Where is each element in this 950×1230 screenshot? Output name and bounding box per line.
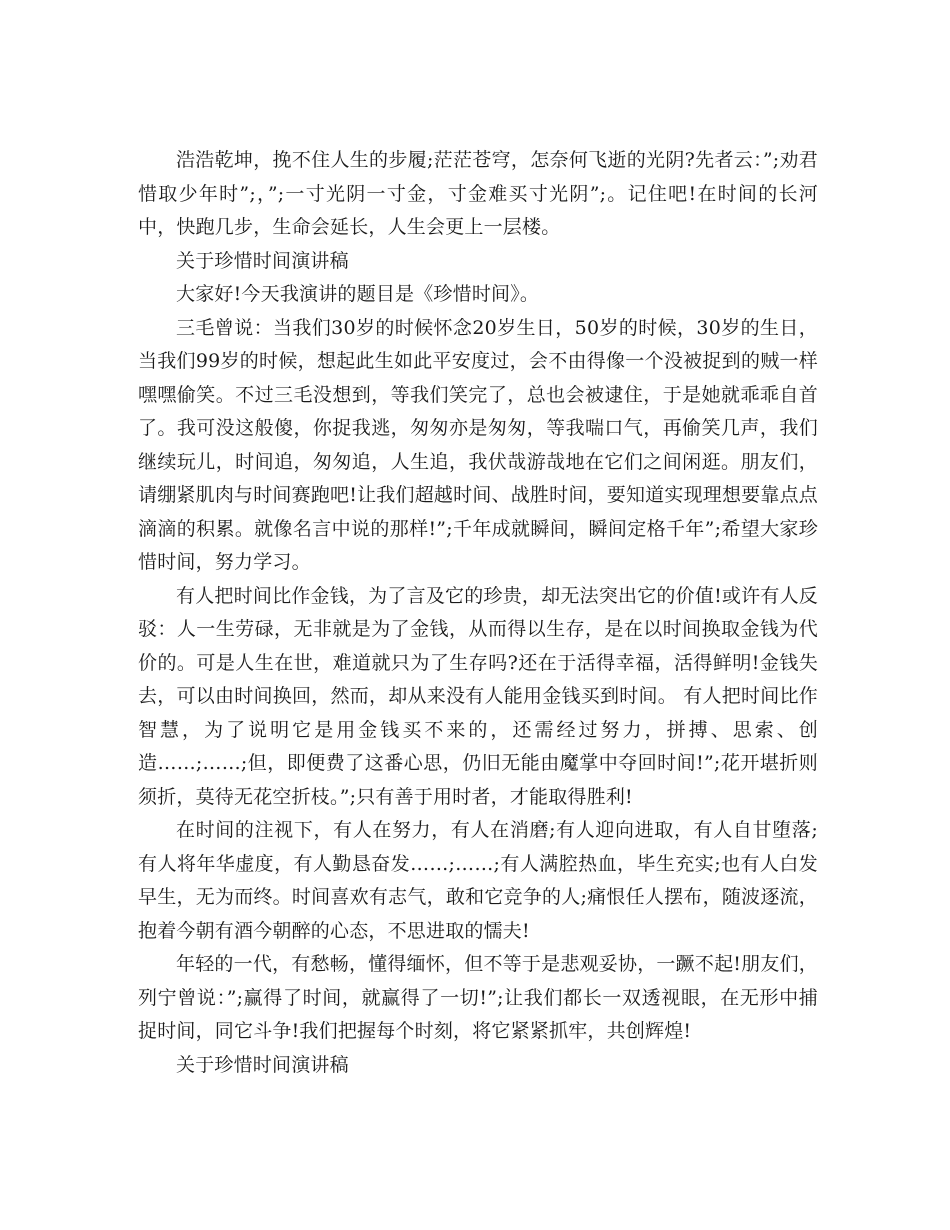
section-heading: 关于珍惜时间演讲稿: [176, 249, 349, 272]
paragraph-time-money: 有人把时间比作金钱，为了言及它的珍贵，却无法突出它的价值!或许有人反驳：人一生劳碌，无非就是为了金钱，从而得以生存，是在以时间换取金钱为代价的。可是人生在世，难道就只为了生存吗?还在于活得幸福，活得鲜明!金钱失去，可以由时间换回，然而，却从来没有人能用金钱买到时间。 有人把时间比作智慧，为了说明它是用金钱买不来的，还需经过努力，拼搏、思索、创造……;……;但，即便费了这番心思，仍旧无能由魔掌中夺回时间!”;花开堪折则须折，莫待无花空折枝。”;只有善于用时者，才能取得胜利!: [138, 584, 818, 808]
section-heading-2: 关于珍惜时间演讲稿: [176, 1053, 349, 1076]
paragraph-sanmao: 三毛曾说：当我们30岁的时候怀念20岁生日，50岁的时候，30岁的生日，当我们99岁的时候，想起此生如此平安度过，会不由得像一个没被捉到的贼一样嘿嘿偷笑。不过三毛没想到，等我们笑完了，总也会被逮住，于是她就乖乖自首了。我可没这般傻，你捉我逃，匆匆亦是匆匆，等我喘口气，再偷笑几声，我们继续玩儿，时间追，匆匆追，人生追，我伏哉游哉地在它们之间闲逛。朋友们，请绷紧肌肉与时间赛跑吧!让我们超越时间、战胜时间，要知道实现理想要靠点点滴滴的积累。就像名言中说的那样!”;千年成就瞬间，瞬间定格千年”;希望大家珍惜时间，努力学习。: [138, 316, 818, 573]
paragraph-intro: 浩浩乾坤，挽不住人生的步履;茫茫苍穹，怎奈何飞逝的光阴?先者云：”;劝君惜取少年时”;，”;一寸光阴一寸金，寸金难买寸光阴”;。记住吧!在时间的长河中，快跑几步，生命会延长，人生会更上一层楼。: [138, 149, 818, 238]
paragraph-young-generation: 年轻的一代，有愁畅，懂得缅怀，但不等于是悲观妥协，一蹶不起!朋友们，列宁曾说：”;赢得了时间，就赢得了一切!”;让我们都长一双透视眼，在无形中捕捉时间，同它斗争!我们把握每个时刻，将它紧紧抓牢，共创辉煌!: [138, 953, 818, 1042]
paragraph-greeting: 大家好!今天我演讲的题目是《珍惜时间》。: [176, 283, 540, 305]
document-body: [138, 144, 818, 1082]
paragraph-time-watch: 在时间的注视下，有人在努力，有人在消磨;有人迎向进取，有人自甘堕落;有人将年华虚度，有人勤恳奋发……;……;有人满腔热血，毕生充实;也有人白发早生，无为而终。时间喜欢有志气，敢和它竞争的人;痛恨任人摆布，随波逐流，抱着今朝有酒今朝醉的心态，不思进取的懦夫!: [138, 819, 818, 942]
